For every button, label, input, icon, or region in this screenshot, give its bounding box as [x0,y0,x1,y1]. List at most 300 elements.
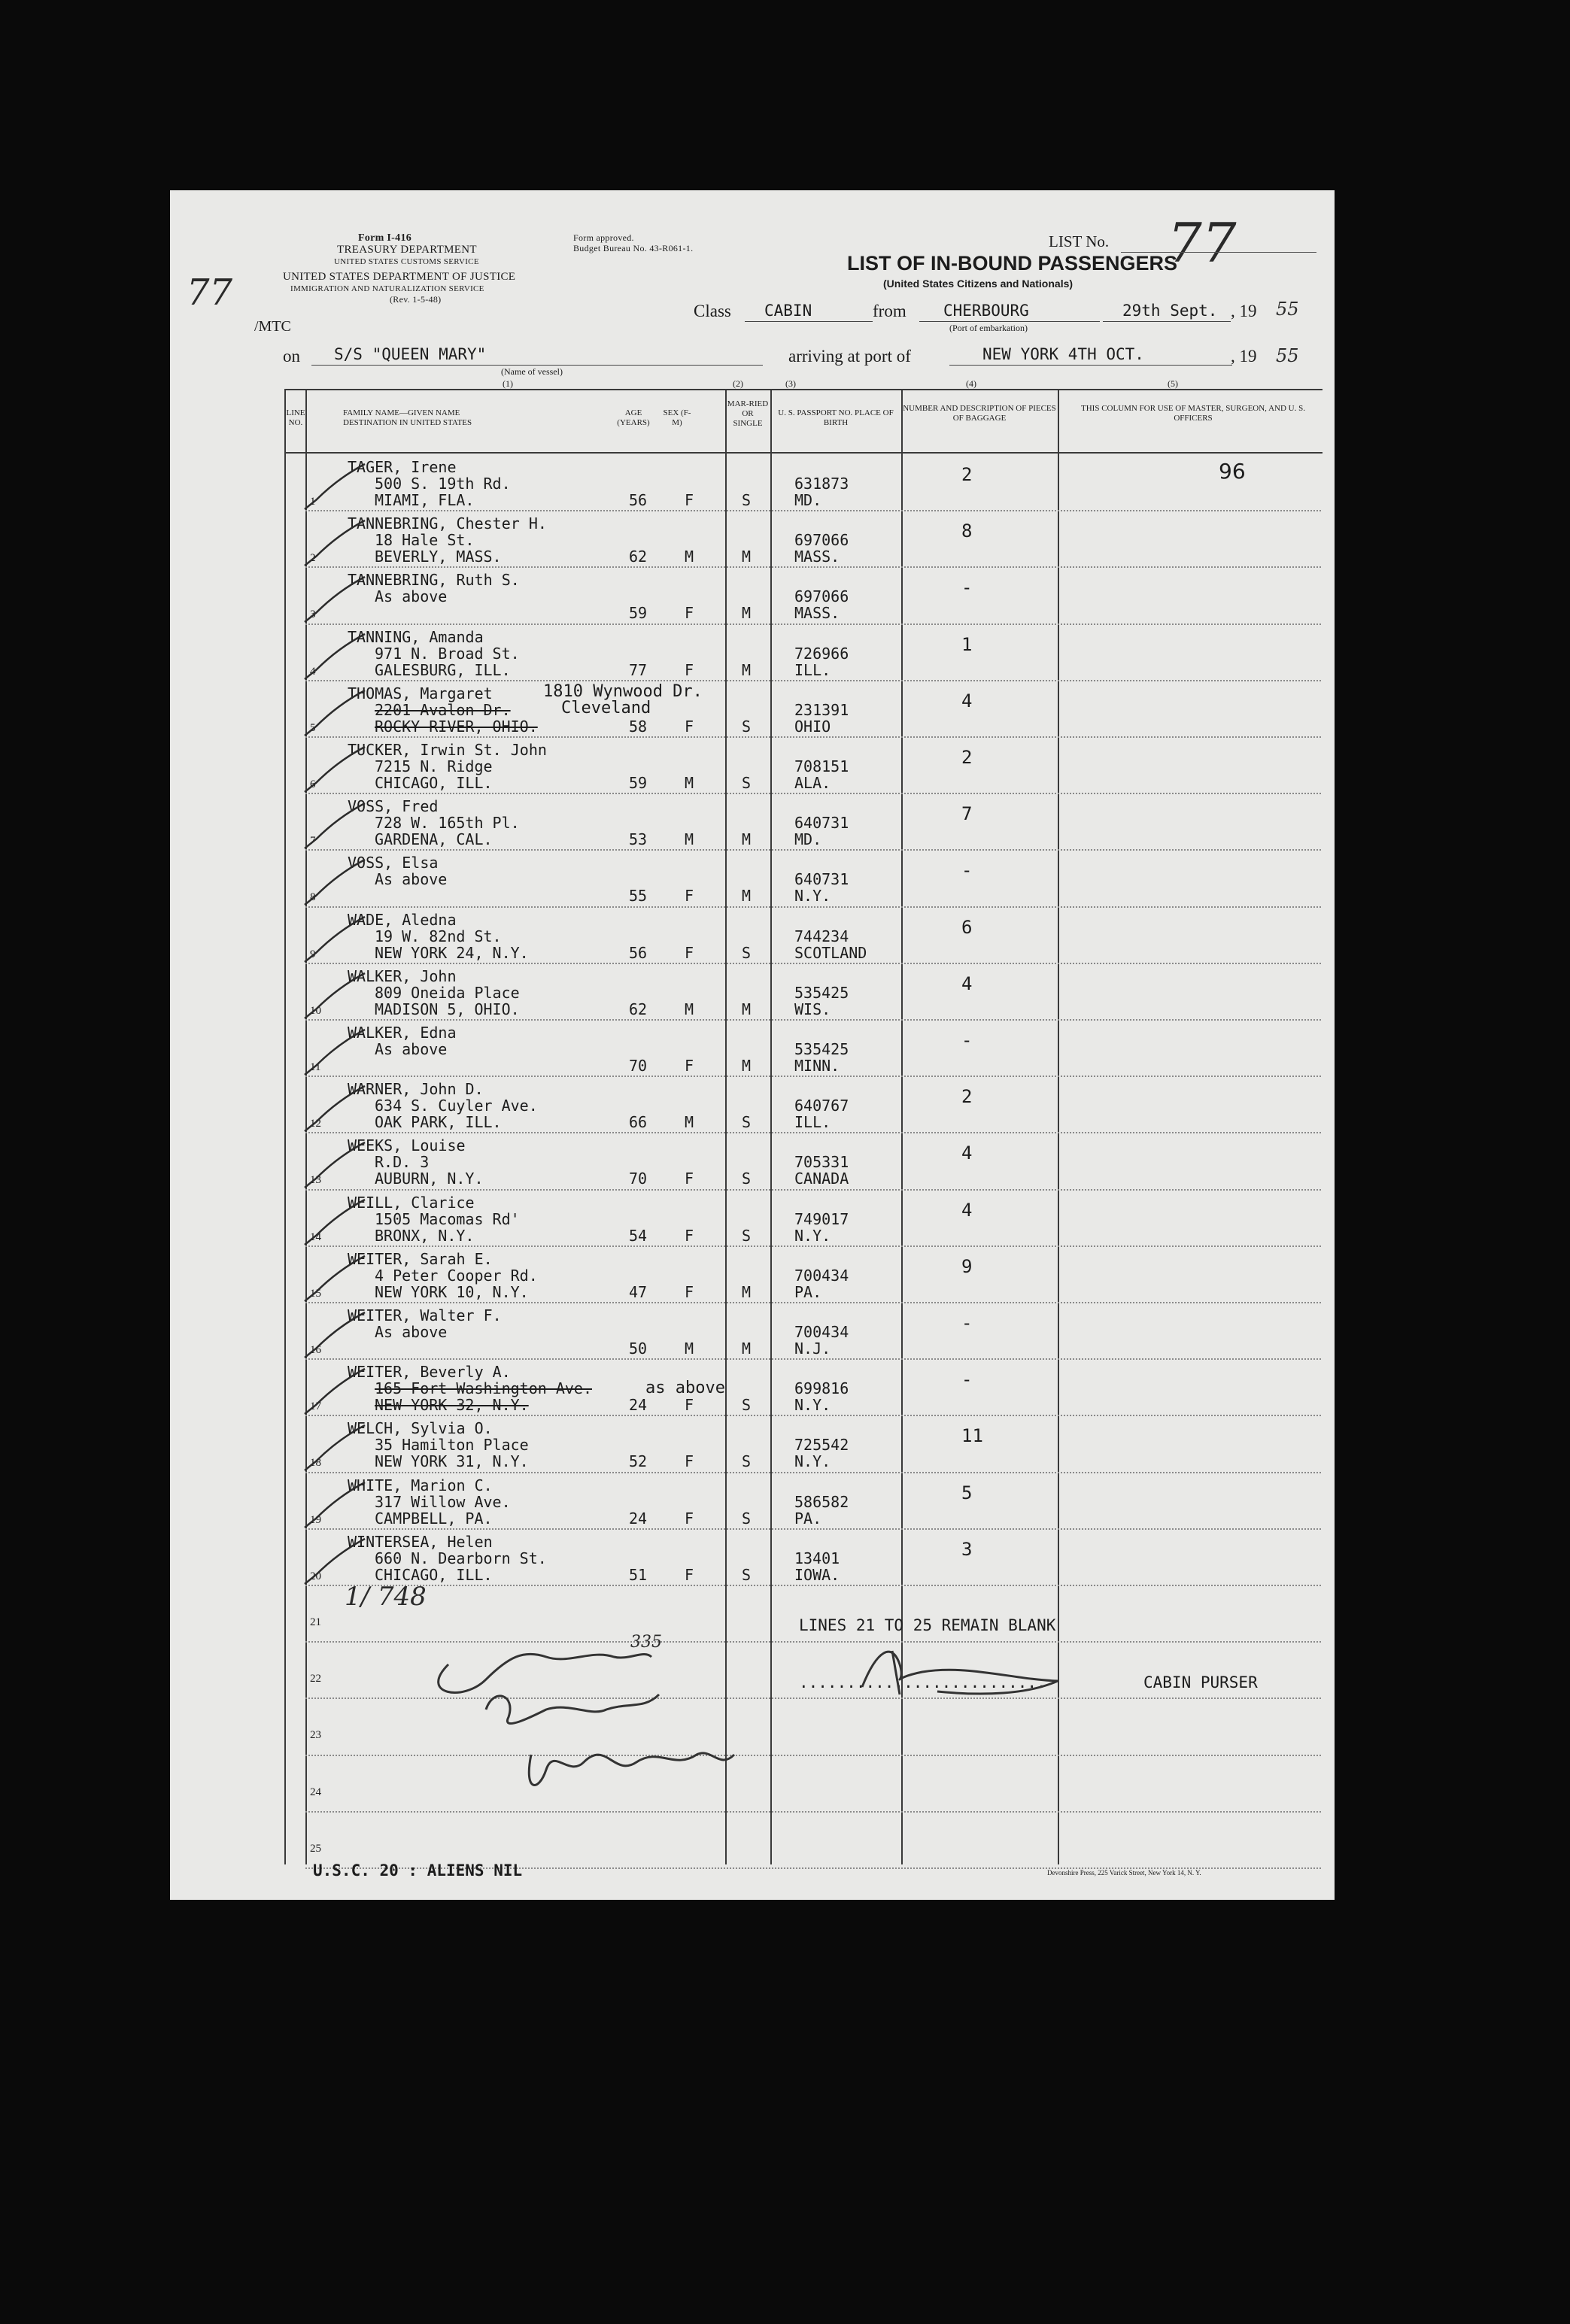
address-line-2: GALESBURG, ILL. [375,660,511,679]
address-line-2: OAK PARK, ILL. [375,1113,502,1132]
passenger-name: WEITER, Beverly A. [348,1363,511,1382]
check-mark [301,689,369,742]
port-caption: (Port of embarkation) [949,323,1028,333]
baggage-count: - [961,860,973,881]
address-line-1: As above [375,1040,448,1058]
age: 66 [629,1113,648,1132]
manifest-title: LIST OF IN-BOUND PASSENGERS [847,252,1178,275]
baggage-count: 2 [961,1086,973,1108]
age: 55 [629,887,648,906]
passenger-name: WEITER, Sarah E. [348,1249,493,1268]
check-mark [301,1028,369,1081]
row-rule [305,1076,1321,1077]
passport-number: 631873 [794,475,849,493]
line-number: 13 [310,1174,321,1187]
passenger-name: WINTERSEA, Helen [348,1532,493,1551]
passenger-name: TANNEBRING, Chester H. [348,514,547,533]
form-approved: Form approved. [573,232,634,243]
place-of-birth: MD. [794,830,822,849]
marital-status: S [742,1509,752,1528]
col-num-4: (4) [966,378,976,389]
mtc-mark: /MTC [254,318,291,335]
check-mark [301,575,369,628]
check-mark [301,1367,369,1420]
on-label: on [283,347,300,366]
passport-number: 700434 [794,1266,849,1285]
header-officers: THIS COLUMN FOR USE OF MASTER, SURGEON, AND U. S. OFFICERS [1081,404,1305,423]
line-number: 14 [310,1230,321,1243]
sex: F [685,1226,694,1245]
place-of-birth: WIS. [794,1000,831,1018]
sex: F [685,1170,694,1188]
baggage-count: 2 [961,464,973,485]
table-top-rule [284,389,1323,390]
address-line-2: GARDENA, CAL. [375,830,493,849]
sex: M [685,830,694,849]
marital-status: S [742,774,752,792]
port-underline [919,321,1100,322]
table-header-rule [284,452,1323,454]
row-rule [305,1245,1321,1247]
sex: F [685,1057,694,1075]
place-of-birth: MD. [794,491,822,509]
line-number: 2 [310,552,316,565]
place-of-birth: N.J. [794,1339,831,1358]
check-mark [301,1141,369,1194]
baggage-count: 1 [961,633,973,655]
marital-status: M [742,887,752,906]
place-of-birth: MASS. [794,604,840,623]
address-line-2: CHICAGO, ILL. [375,774,493,792]
embarkation-port: CHERBOURG [943,302,1029,320]
line-number: 7 [310,835,316,848]
date-underline [1103,321,1231,322]
sex: F [685,717,694,736]
arriving-label: arriving at port of [788,347,911,366]
age: 54 [629,1226,648,1245]
remain-blank-note: LINES 21 TO 25 REMAIN BLANK [799,1616,1056,1634]
check-mark [301,1481,369,1534]
sex: F [685,1396,694,1415]
sex: M [685,548,694,566]
place-of-birth: ILL. [794,660,831,679]
baggage-count: 4 [961,1142,973,1164]
purser-label: CABIN PURSER [1143,1673,1258,1691]
age: 52 [629,1452,648,1471]
arrival-port-date: NEW YORK 4TH OCT. [982,345,1144,363]
class-label: Class [694,302,731,320]
place-of-birth: IOWA. [794,1565,840,1584]
list-no-label: LIST No. [1049,232,1110,250]
vessel-caption: (Name of vessel) [501,366,563,377]
passport-number: 697066 [794,531,849,550]
line-number: 19 [310,1513,321,1526]
place-of-birth: ILL. [794,1113,831,1132]
address-line-1: As above [375,587,448,606]
passport-number: 705331 [794,1153,849,1172]
address-line-1: 2201 Avalon Dr. [375,700,511,719]
form-number: Form I-416 [358,232,412,244]
age: 24 [629,1396,648,1415]
check-mark [301,915,369,968]
place-of-birth: SCOTLAND [794,943,867,962]
address-line-2: NEW YORK 24, N.Y. [375,943,529,962]
passenger-name: WADE, Aledna [348,910,457,929]
check-mark [301,1311,369,1364]
from-label: from [873,302,906,320]
col-num-3: (3) [785,378,796,389]
age: 58 [629,717,648,736]
line-number: 18 [310,1457,321,1470]
row-rule [305,623,1321,625]
check-mark [301,858,369,911]
address-line-1: 660 N. Dearborn St. [375,1549,547,1567]
line-number: 11 [310,1061,321,1073]
baggage-count: 3 [961,1538,973,1560]
sex: M [685,1000,694,1018]
header-married: MAR-RIED OR SINGLE [727,399,769,428]
address-correction: as above [645,1379,725,1398]
baggage-count: 2 [961,747,973,768]
address-line-1: 18 Hale St. [375,531,475,550]
marital-status: M [742,1339,752,1358]
address-line-1: As above [375,870,448,889]
check-mark [301,1198,369,1251]
purser-dots: .......................... [799,1673,1046,1691]
age: 59 [629,604,648,623]
address-line-1: 1505 Macomas Rd' [375,1209,520,1228]
baggage-count: - [961,1030,973,1051]
marital-status: S [742,717,752,736]
embarkation-date: 29th Sept. [1122,302,1218,320]
header-baggage: NUMBER AND DESCRIPTION OF PIECES OF BAGGAGE [903,404,1056,423]
marital-status: M [742,1000,752,1018]
address-line-2: BEVERLY, MASS. [375,548,502,566]
line-number: 1 [310,496,316,508]
class-underline [745,321,873,322]
header-sex: SEX (F-M) [663,408,691,427]
line-number: 23 [310,1729,321,1742]
line-number: 9 [310,948,316,960]
age: 50 [629,1339,648,1358]
passport-number: 697066 [794,587,849,606]
passport-number: 726966 [794,644,849,663]
sex: F [685,1509,694,1528]
sex: F [685,943,694,962]
vessel-name: S/S "QUEEN MARY" [334,345,487,363]
marital-status: M [742,1282,752,1301]
place-of-birth: MINN. [794,1057,840,1075]
row-rule [305,566,1321,568]
printer-imprint: Devonshire Press, 225 Varick Street, New York 14, N. Y. [1047,1869,1201,1876]
passenger-name: VOSS, Fred [348,797,439,816]
row-rule [305,1132,1321,1133]
passport-number: 708151 [794,757,849,775]
place-of-birth: PA. [794,1509,822,1528]
year-prefix-2: , 19 [1231,347,1257,366]
passenger-name: THOMAS, Margaret [348,684,493,702]
treasury-dept: TREASURY DEPARTMENT [337,244,477,256]
marital-status: M [742,604,752,623]
age: 51 [629,1565,648,1584]
row-rule [305,793,1321,794]
hand-count: 1/ 748 [345,1582,427,1612]
handwritten-signatures [418,1604,809,1807]
row-rule [305,680,1321,681]
row-rule [305,1358,1321,1360]
line-number: 5 [310,721,316,734]
place-of-birth: OHIO [794,717,831,736]
manifest-page [170,190,1335,1900]
address-line-1: 7215 N. Ridge [375,757,493,775]
passenger-name: WELCH, Sylvia O. [348,1419,493,1438]
age: 59 [629,774,648,792]
line-number: 4 [310,665,316,678]
marital-status: S [742,491,752,509]
row-rule [305,1415,1321,1416]
line-number: 17 [310,1400,321,1413]
marital-status: S [742,1452,752,1471]
row-rule [305,906,1321,908]
address-line-1: 809 Oneida Place [375,983,520,1002]
col-num-2: (2) [733,378,743,389]
row-rule [305,849,1321,851]
row-rule [305,963,1321,964]
list-no-value: 77 [1168,211,1237,275]
marital-status: S [742,1226,752,1245]
check-mark [301,745,369,798]
address-line-2: NEW YORK 32, N.Y. [375,1396,529,1415]
header-name: FAMILY NAME—GIVEN NAME DESTINATION IN UNITED STATES [343,408,472,427]
passport-number: 586582 [794,1492,849,1511]
passport-number: 535425 [794,1040,849,1058]
passenger-name: WHITE, Marion C. [348,1476,493,1494]
passport-number: 13401 [794,1549,840,1567]
passenger-name: WALKER, John [348,966,457,985]
revision: (Rev. 1-5-48) [390,294,442,305]
address-line-1: 19 W. 82nd St. [375,927,502,945]
place-of-birth: ALA. [794,774,831,792]
header-passport: U. S. PASSPORT NO. PLACE OF BIRTH [778,408,894,427]
passport-number: 640767 [794,1097,849,1115]
row-rule [305,1528,1321,1530]
address-line-2: AUBURN, N.Y. [375,1170,484,1188]
purser-signature [832,1634,1088,1702]
passenger-name: TANNEBRING, Ruth S. [348,571,520,590]
address-line-1: 634 S. Cuyler Ave. [375,1097,538,1115]
vessel-underline [311,365,763,366]
sex: M [685,774,694,792]
passenger-name: TUCKER, Irwin St. John [348,741,547,759]
row-rule [305,1585,1321,1586]
address-line-1: R.D. 3 [375,1153,430,1172]
usc-note: U.S.C. 20 : ALIENS NIL [313,1861,523,1880]
address-line-2: ROCKY RIVER, OHIO. [375,717,538,736]
passport-number: 725542 [794,1436,849,1455]
baggage-count: 9 [961,1255,973,1277]
passport-number: 744234 [794,927,849,945]
marital-status: S [742,1170,752,1188]
baggage-count: 4 [961,690,973,711]
age: 70 [629,1057,648,1075]
ins-service: IMMIGRATION AND NATURALIZATION SERVICE [290,284,484,293]
line-number: 3 [310,608,316,621]
passport-number: 640731 [794,814,849,833]
baggage-count: - [961,1312,973,1333]
address-line-1: 500 S. 19th Rd. [375,475,511,493]
marital-status: S [742,943,752,962]
place-of-birth: PA. [794,1282,822,1301]
baggage-count: 6 [961,916,973,938]
age: 56 [629,943,648,962]
sex: F [685,491,694,509]
check-mark [301,519,369,572]
row-rule [305,1811,1321,1813]
passport-number: 231391 [794,700,849,719]
check-mark [301,1424,369,1476]
passenger-name: WALKER, Edna [348,1024,457,1042]
baggage-count: - [961,1369,973,1391]
sex: M [685,1339,694,1358]
address-line-1: 971 N. Broad St. [375,644,520,663]
baggage-count: 4 [961,972,973,994]
line-number: 10 [310,1004,321,1017]
passport-number: 700434 [794,1323,849,1341]
line-number: 20 [310,1570,321,1582]
check-mark [301,633,369,685]
row-rule [305,510,1321,511]
place-of-birth: N.Y. [794,887,831,906]
address-line-2: CAMPBELL, PA. [375,1509,493,1528]
address-correction: 1810 Wynwood Dr. [543,681,703,701]
address-line-2: MIAMI, FLA. [375,491,475,509]
place-of-birth: N.Y. [794,1396,831,1415]
justice-dept: UNITED STATES DEPARTMENT OF JUSTICE [283,271,516,283]
place-of-birth: MASS. [794,548,840,566]
passenger-name: VOSS, Elsa [348,854,439,872]
marital-status: M [742,548,752,566]
marital-status: S [742,1565,752,1584]
address-line-2: CHICAGO, ILL. [375,1565,493,1584]
year-prefix-1: , 19 [1231,302,1257,320]
line-number: 21 [310,1616,321,1628]
age: 62 [629,1000,648,1018]
margin-note: 77 [187,272,233,314]
row-rule [305,736,1321,738]
year-2: 55 [1276,345,1299,366]
manifest-subtitle: (United States Citizens and Nationals) [883,278,1073,290]
passenger-name: WEITER, Walter F. [348,1306,502,1324]
passenger-name: WEILL, Clarice [348,1193,475,1212]
passport-number: 699816 [794,1379,849,1398]
baggage-count: 5 [961,1482,973,1503]
place-of-birth: N.Y. [794,1452,831,1471]
sex: F [685,1452,694,1471]
place-of-birth: N.Y. [794,1226,831,1245]
year-1: 55 [1276,299,1299,320]
marital-status: S [742,1396,752,1415]
sex: F [685,660,694,679]
address-line-1: 35 Hamilton Place [375,1436,529,1455]
hand-note: 335 [630,1633,662,1652]
table-left-rule [284,389,286,1864]
address-line-1: 728 W. 165th Pl. [375,814,520,833]
sex: F [685,1282,694,1301]
header-age: AGE (YEARS) [617,408,650,427]
age: 53 [629,830,648,849]
col-num-1: (1) [503,378,513,389]
sex: F [685,1565,694,1584]
passenger-name: WEEKS, Louise [348,1136,466,1155]
line-number: 6 [310,778,316,790]
header-line-no: LINE NO. [286,408,305,427]
budget-bureau: Budget Bureau No. 43-R061-1. [573,243,694,253]
address-line-2: MADISON 5, OHIO. [375,1000,520,1018]
customs-service: UNITED STATES CUSTOMS SERVICE [334,257,479,266]
baggage-count: 4 [961,1199,973,1221]
place-of-birth: CANADA [794,1170,849,1188]
line-number: 8 [310,891,316,904]
passenger-name: WARNER, John D. [348,1080,484,1099]
check-mark [301,1255,369,1307]
check-mark [301,463,369,515]
line-number: 25 [310,1842,321,1855]
line-number: 15 [310,1287,321,1300]
passenger-name: TAGER, Irene [348,458,457,476]
sex: F [685,887,694,906]
age: 47 [629,1282,648,1301]
check-mark [301,1085,369,1137]
row-rule [305,1019,1321,1021]
address-line-1: As above [375,1323,448,1341]
check-mark [301,802,369,854]
passport-number: 749017 [794,1209,849,1228]
row-rule [305,1472,1321,1473]
marital-status: M [742,1057,752,1075]
address-line-1: 4 Peter Cooper Rd. [375,1266,538,1285]
line-number: 16 [310,1344,321,1356]
age: 56 [629,491,648,509]
address-line-2: BRONX, N.Y. [375,1226,475,1245]
sex: M [685,1113,694,1132]
address-line-2: NEW YORK 10, N.Y. [375,1282,529,1301]
row-rule [305,1189,1321,1191]
age: 70 [629,1170,648,1188]
check-mark [301,972,369,1024]
city-correction: Cleveland [561,698,651,718]
sex: F [685,604,694,623]
passport-number: 535425 [794,983,849,1002]
class-value: CABIN [764,302,812,320]
baggage-count: 11 [961,1425,983,1447]
arrival-underline [949,365,1232,366]
officer-mark: 96 [1219,459,1246,484]
passenger-name: TANNING, Amanda [348,627,484,646]
passport-number: 640731 [794,870,849,889]
address-line-1: 165 Fort Washington Ave. [375,1379,592,1398]
baggage-count: - [961,577,973,599]
marital-status: M [742,830,752,849]
address-line-1: 317 Willow Ave. [375,1492,511,1511]
baggage-count: 7 [961,803,973,825]
baggage-count: 8 [961,520,973,542]
marital-status: M [742,660,752,679]
age: 24 [629,1509,648,1528]
row-rule [305,1302,1321,1303]
line-number: 24 [310,1785,321,1798]
address-line-2: NEW YORK 31, N.Y. [375,1452,529,1471]
line-number: 12 [310,1118,321,1130]
